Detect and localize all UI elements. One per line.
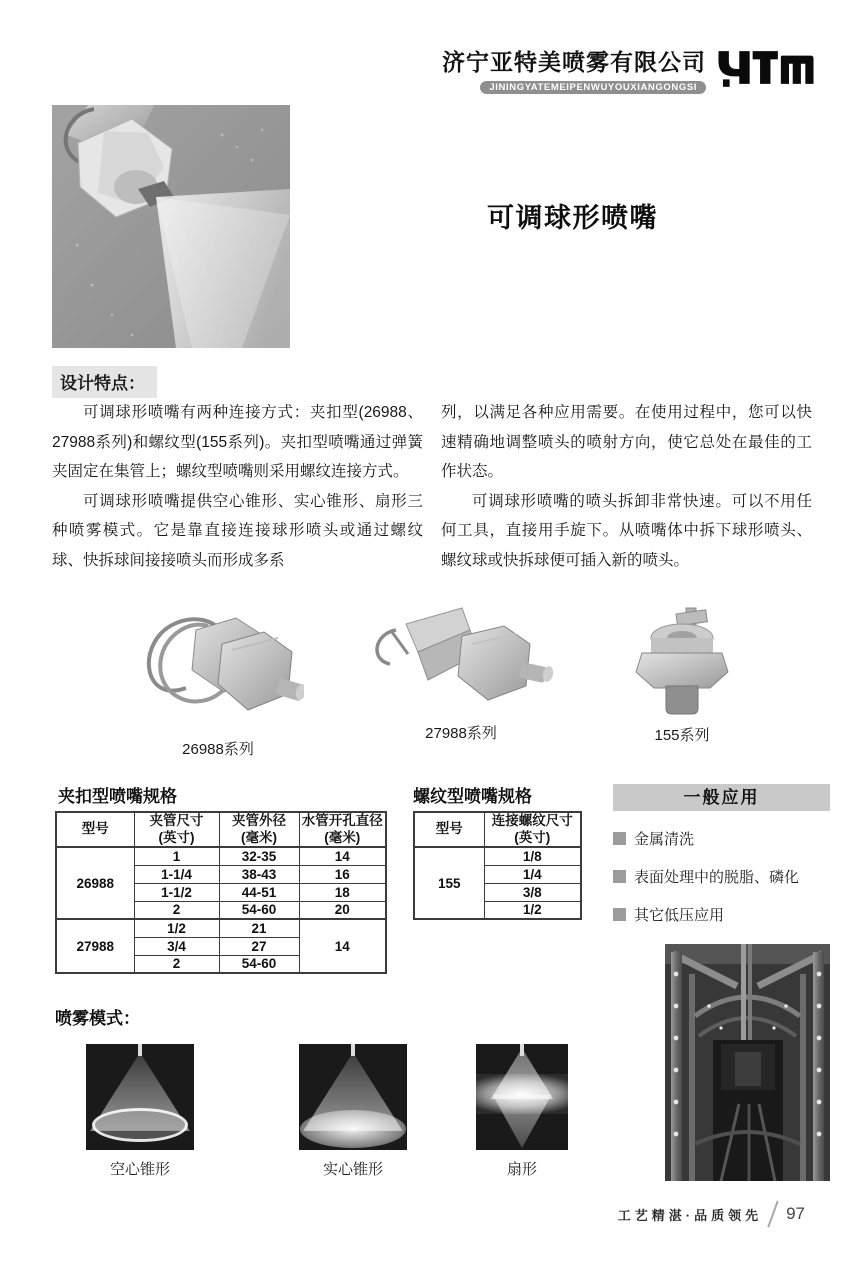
ytm-logo-icon: [717, 46, 815, 92]
industrial-spray-tunnel-photo: [665, 944, 830, 1181]
table-row: [414, 847, 581, 865]
square-bullet-icon: [613, 832, 626, 845]
nozzle-stem: [138, 1044, 142, 1056]
table-cell: 54-60: [219, 955, 299, 973]
column-header: 夹管尺寸 (英寸): [134, 812, 219, 847]
table-header-row: [56, 812, 386, 847]
table-cell: 38-43: [219, 865, 299, 883]
spray-label: 扇形: [506, 1161, 537, 1178]
page-title: 可调球形喷嘴: [487, 203, 658, 233]
table-cell: 2: [134, 955, 219, 973]
thread-table-title: 螺纹型喷嘴规格: [413, 787, 532, 806]
table-cell: 20: [299, 901, 386, 919]
product-photo-26988: [132, 592, 304, 730]
spray-photo-fan: [476, 1044, 568, 1150]
nozzle-stem: [520, 1044, 524, 1056]
product-figure-26988: [132, 592, 304, 759]
table-cell: 3/4: [134, 937, 219, 955]
table-cell: 1/2: [134, 919, 219, 937]
table-cell: 1: [134, 847, 219, 865]
spray-label: 实心锥形: [322, 1161, 383, 1178]
table-cell: 3/8: [484, 883, 581, 901]
table-cell: 2: [134, 901, 219, 919]
table-cell: 1/4: [484, 865, 581, 883]
product-label: 27988系列: [425, 725, 497, 742]
slash-divider: [767, 1201, 778, 1228]
applications-heading: 一般应用: [613, 784, 830, 811]
spray-photo-solid-cone: [299, 1044, 407, 1150]
application-item: [613, 828, 830, 849]
design-features-heading: 设计特点：: [52, 366, 157, 398]
design-text-right-column: [441, 398, 812, 575]
fan-band-shape: [476, 1074, 568, 1114]
product-photo-27988: [368, 602, 554, 714]
column-header: 连接螺纹尺寸 (英寸): [484, 812, 581, 847]
square-bullet-icon: [613, 870, 626, 883]
hollow-ring-shape: [92, 1108, 187, 1142]
table-cell: 155: [414, 847, 484, 919]
paragraph: 可调球形喷嘴有两种连接方式：夹扣型(26988、27988系列)和螺纹型(155系列)。夹扣型喷嘴通过弹簧夹固定在集管上；螺纹型喷嘴则采用螺纹连接方式。: [52, 404, 423, 480]
application-label: 其它低压应用: [634, 907, 725, 924]
product-label: 26988系列: [182, 741, 254, 758]
table-cell: 18: [299, 883, 386, 901]
table-cell: 14: [299, 919, 386, 973]
table-row: [56, 919, 386, 937]
square-bullet-icon: [613, 908, 626, 921]
application-item: [613, 904, 830, 925]
table-cell: 1-1/2: [134, 883, 219, 901]
spray-photo-hollow-cone: [86, 1044, 194, 1150]
application-label: 金属清洗: [634, 831, 695, 848]
table-cell: 1/2: [484, 901, 581, 919]
table-row: [56, 847, 386, 865]
footer: [618, 1200, 805, 1228]
solid-pool-shape: [300, 1110, 406, 1148]
product-figure-27988: [368, 602, 554, 743]
table-cell: 27988: [56, 919, 134, 973]
table-cell: 1-1/4: [134, 865, 219, 883]
table-cell: 1/8: [484, 847, 581, 865]
table-cell: 26988: [56, 847, 134, 919]
company-name: 济宁亚特美喷雾有限公司: [442, 49, 706, 75]
table-cell: 16: [299, 865, 386, 883]
product-photo-155: [630, 606, 734, 716]
paragraph: 可调球形喷嘴提供空心锥形、实心锥形、扇形三种喷雾模式。它是靠直接连接球形喷头或通过螺纹球、快拆球间接接喷头而形成多系: [52, 492, 423, 569]
design-text-left-column: [52, 398, 423, 575]
clamp-table-title: 夹扣型喷嘴规格: [58, 787, 177, 806]
table-cell: 32-35: [219, 847, 299, 865]
table-header-row: [414, 812, 581, 847]
column-header: 型号: [414, 812, 484, 847]
page-number: 97: [786, 1204, 805, 1223]
footer-slogan: 工艺精湛·品质领先: [617, 1207, 763, 1223]
thread-spec-table: [413, 811, 582, 920]
column-header: 夹管外径 (毫米): [219, 812, 299, 847]
applications-panel: [613, 784, 830, 925]
table-cell: 27: [219, 937, 299, 955]
clamp-spec-table: [55, 811, 387, 974]
product-figure-155: [630, 606, 734, 745]
product-label: 155系列: [654, 727, 710, 744]
hero-spray-photo: [52, 105, 290, 348]
table-cell: 14: [299, 847, 386, 865]
paragraph: 列，以满足各种应用需要。在使用过程中，您可以快速精确地调整喷头的喷射方向，使它总处在最佳的工作状态。: [441, 404, 812, 480]
company-romanized: JININGYATEMEIPENWUYOUXIANGONGSI: [480, 81, 706, 94]
paragraph: 可调球形喷嘴的喷头拆卸非常快速。可以不用任何工具，直接用手旋下。从喷嘴体中拆下球形喷头、螺纹球或快拆球便可插入新的喷头。: [441, 492, 812, 569]
application-label: 表面处理中的脱脂、磷化: [634, 869, 800, 886]
column-header: 型号: [56, 812, 134, 847]
table-cell: 54-60: [219, 901, 299, 919]
spray-modes-heading: 喷雾模式：: [55, 1009, 140, 1028]
table-cell: 44-51: [219, 883, 299, 901]
application-item: [613, 866, 830, 887]
nozzle-stem: [351, 1044, 355, 1056]
table-cell: 21: [219, 919, 299, 937]
header: [442, 44, 706, 95]
spray-label: 空心锥形: [109, 1161, 170, 1178]
column-header: 水管开孔直径 (毫米): [299, 812, 386, 847]
